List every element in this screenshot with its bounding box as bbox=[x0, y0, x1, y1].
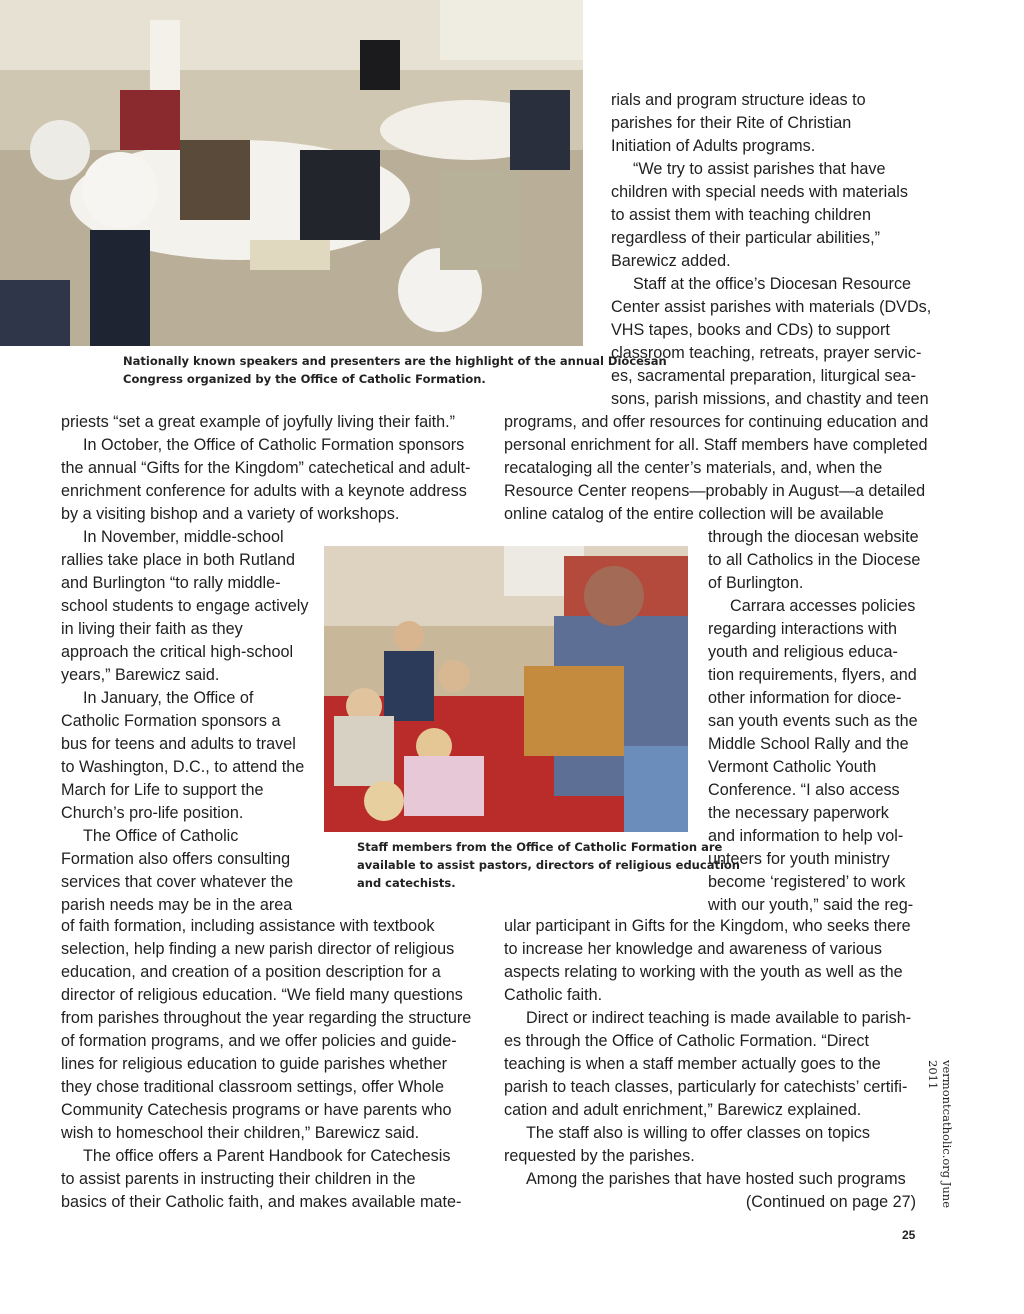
text-line: school students to engage actively bbox=[61, 597, 309, 615]
photo-caption-2 bbox=[357, 838, 740, 892]
text-line: online catalog of the entire collection will be available bbox=[504, 505, 884, 523]
text-line: parishes for their Rite of Christian bbox=[611, 114, 852, 132]
text-line: by a visiting bishop and a variety of workshops. bbox=[61, 505, 400, 523]
text-line: Conference. “I also access bbox=[708, 781, 900, 799]
text-line: requested by the parishes. bbox=[504, 1147, 695, 1165]
text-line: to all Catholics in the Diocese bbox=[708, 551, 921, 569]
text-line: rials and program structure ideas to bbox=[611, 91, 866, 109]
text-line: recataloging all the center’s materials, and, when the bbox=[504, 459, 883, 477]
text-line: of faith formation, including assistance with textbook bbox=[61, 917, 435, 935]
text-line: aspects relating to working with the youth as well as the bbox=[504, 963, 903, 981]
text-line: sons, parish missions, and chastity and teen bbox=[611, 390, 929, 408]
caption-line: and catechists. bbox=[357, 876, 456, 890]
text-line: unteers for youth ministry bbox=[708, 850, 890, 868]
text-line: Barewicz added. bbox=[611, 252, 731, 270]
photo-diocesan-congress-image bbox=[0, 0, 583, 346]
continued-note: (Continued on page 27) bbox=[745, 1193, 916, 1211]
text-line: basics of their Catholic faith, and makes available mate- bbox=[61, 1193, 462, 1211]
caption-line: Staff members from the Office of Catholic Formation are bbox=[357, 840, 723, 854]
text-line: with our youth,” said the reg- bbox=[708, 896, 914, 914]
article-text-right-bottom bbox=[504, 915, 924, 1214]
article-text-right-top bbox=[611, 89, 931, 411]
article-text-left-bottom bbox=[61, 915, 481, 1214]
text-line: enrichment conference for adults with a keynote address bbox=[61, 482, 467, 500]
text-line: Initiation of Adults programs. bbox=[611, 137, 816, 155]
text-line: classroom teaching, retreats, prayer servic- bbox=[611, 344, 922, 362]
text-line: other information for dioce- bbox=[708, 689, 902, 707]
text-line: wish to homeschool their children,” Barewicz said. bbox=[61, 1124, 420, 1142]
text-line: regardless of their particular abilities,” bbox=[611, 229, 881, 247]
text-line: of Burlington. bbox=[708, 574, 804, 592]
text-line: Community Catechesis programs or have parents who bbox=[61, 1101, 452, 1119]
article-text-right-wide bbox=[504, 411, 929, 526]
text-line: Direct or indirect teaching is made available to parish- bbox=[526, 1009, 912, 1027]
text-line: cation and adult enrichment,” Barewicz explained. bbox=[504, 1101, 862, 1119]
text-line: programs, and offer resources for continuing education and bbox=[504, 413, 929, 431]
text-line: to assist them with teaching children bbox=[611, 206, 872, 224]
text-line: they chose traditional classroom settings, offer Whole bbox=[61, 1078, 444, 1096]
text-line: Center assist parishes with materials (DVDs, bbox=[611, 298, 932, 316]
text-line: bus for teens and adults to travel bbox=[61, 735, 296, 753]
text-line: to increase her knowledge and awareness of various bbox=[504, 940, 882, 958]
text-line: Resource Center reopens—probably in August—a detailed bbox=[504, 482, 926, 500]
text-line: priests “set a great example of joyfully living their faith.” bbox=[61, 413, 456, 431]
article-text-left-narrow bbox=[61, 526, 316, 917]
photo-staff-reading bbox=[324, 546, 688, 832]
text-line: and Burlington “to rally middle- bbox=[61, 574, 281, 592]
text-line: regarding interactions with bbox=[708, 620, 897, 638]
text-line: The Office of Catholic bbox=[83, 827, 239, 845]
text-line: youth and religious educa- bbox=[708, 643, 898, 661]
text-line: In October, the Office of Catholic Formation sponsors bbox=[83, 436, 465, 454]
text-line: VHS tapes, books and CDs) to support bbox=[611, 321, 890, 339]
text-line: rallies take place in both Rutland bbox=[61, 551, 295, 569]
caption-line: Congress organized by the Office of Catholic Formation. bbox=[123, 372, 486, 386]
text-line: teaching is when a staff member actually goes to the bbox=[504, 1055, 881, 1073]
text-line: from parishes throughout the year regarding the structure bbox=[61, 1009, 472, 1027]
text-line: Staff at the office’s Diocesan Resource bbox=[633, 275, 912, 293]
text-line: parish needs may be in the area bbox=[61, 896, 293, 914]
text-line: Among the parishes that have hosted such programs bbox=[526, 1170, 906, 1188]
text-line: selection, help finding a new parish director of religious bbox=[61, 940, 455, 958]
text-line: personal enrichment for all. Staff members have completed bbox=[504, 436, 928, 454]
text-line: years,” Barewicz said. bbox=[61, 666, 220, 684]
text-line: education, and creation of a position description for a bbox=[61, 963, 441, 981]
text-line: Vermont Catholic Youth bbox=[708, 758, 877, 776]
page-number: 25 bbox=[902, 1228, 916, 1242]
caption-line: available to assist pastors, directors of religious education bbox=[357, 858, 740, 872]
text-line: director of religious education. “We field many questions bbox=[61, 986, 463, 1004]
text-line: The staff also is willing to offer classes on topics bbox=[526, 1124, 870, 1142]
text-line: the necessary paperwork bbox=[708, 804, 889, 822]
text-line: In November, middle-school bbox=[83, 528, 284, 546]
text-line: In January, the Office of bbox=[83, 689, 254, 707]
text-line: of formation programs, and we offer policies and guide- bbox=[61, 1032, 457, 1050]
text-line: The office offers a Parent Handbook for Catechesis bbox=[83, 1147, 451, 1165]
text-line: through the diocesan website bbox=[708, 528, 919, 546]
text-line: children with special needs with materials bbox=[611, 183, 908, 201]
text-line: Formation also offers consulting bbox=[61, 850, 291, 868]
caption-line: Nationally known speakers and presenters are the highlight of the annual Diocesan bbox=[123, 354, 667, 368]
article-text-left-top bbox=[61, 411, 481, 526]
text-line: the annual “Gifts for the Kingdom” catechetical and adult- bbox=[61, 459, 471, 477]
photo-diocesan-congress bbox=[0, 0, 583, 346]
text-line: March for Life to support the bbox=[61, 781, 264, 799]
text-line: in living their faith as they bbox=[61, 620, 243, 638]
text-line: es, sacramental preparation, liturgical sea- bbox=[611, 367, 917, 385]
text-line: san youth events such as the bbox=[708, 712, 918, 730]
text-line: become ‘registered’ to work bbox=[708, 873, 906, 891]
text-line: es through the Office of Catholic Formation. “Direct bbox=[504, 1032, 869, 1050]
text-line: to assist parents in instructing their children in the bbox=[61, 1170, 416, 1188]
text-line: approach the critical high-school bbox=[61, 643, 294, 661]
text-line: “We try to assist parishes that have bbox=[633, 160, 886, 178]
text-line: services that cover whatever the bbox=[61, 873, 294, 891]
text-line: to Washington, D.C., to attend the bbox=[61, 758, 305, 776]
folio-vertical: vermontcatholic.org June 2011 bbox=[926, 1060, 954, 1209]
text-line: Carrara accesses policies bbox=[730, 597, 916, 615]
text-line: parish to teach classes, particularly for catechists’ certifi- bbox=[504, 1078, 908, 1096]
text-line: and information to help vol- bbox=[708, 827, 904, 845]
text-line: Catholic faith. bbox=[504, 986, 603, 1004]
article-text-right-narrow bbox=[708, 526, 928, 917]
text-line: ular participant in Gifts for the Kingdom, who seeks there bbox=[504, 917, 911, 935]
text-line: Church’s pro-life position. bbox=[61, 804, 244, 822]
text-line: tion requirements, flyers, and bbox=[708, 666, 917, 684]
text-line: Catholic Formation sponsors a bbox=[61, 712, 281, 730]
text-line: Middle School Rally and the bbox=[708, 735, 909, 753]
photo-staff-reading-image bbox=[324, 546, 688, 832]
text-line: lines for religious education to guide parishes whether bbox=[61, 1055, 448, 1073]
photo-caption-1 bbox=[123, 352, 667, 388]
